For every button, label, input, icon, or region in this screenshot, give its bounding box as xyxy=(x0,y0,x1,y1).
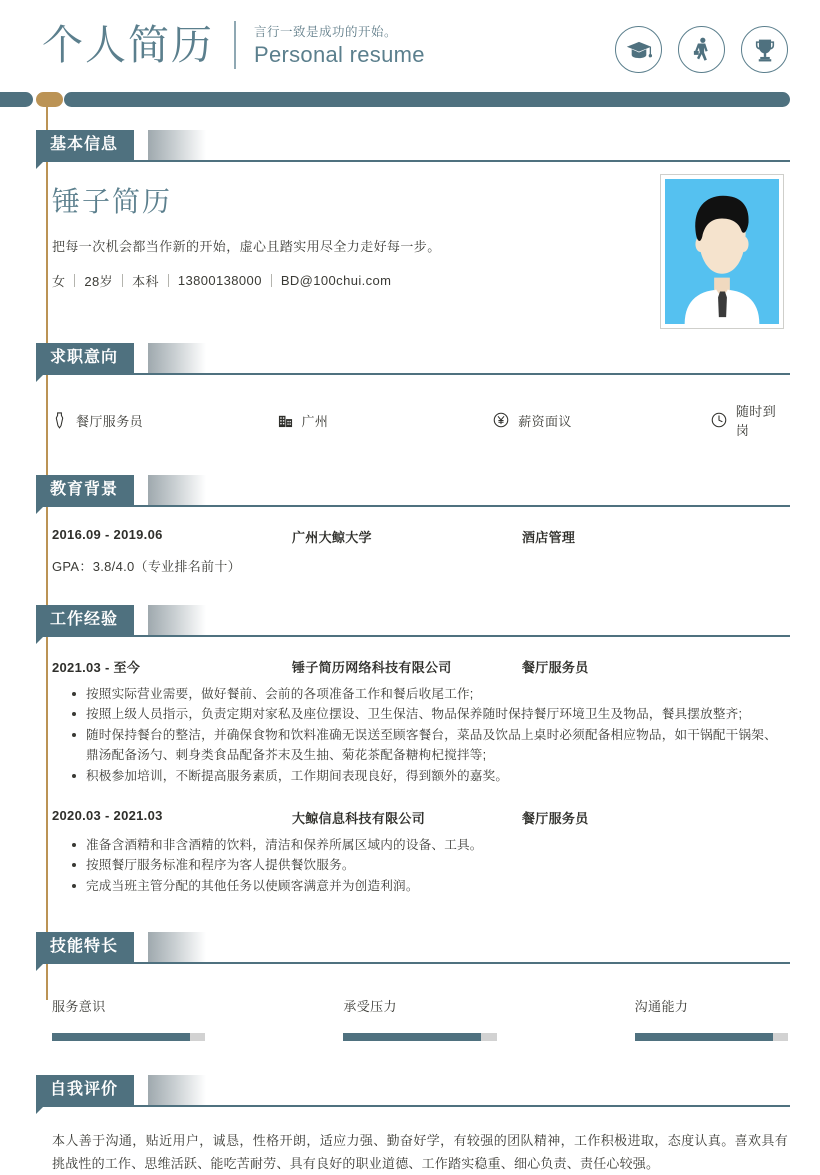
title-divider xyxy=(234,21,236,69)
list-item: 按照餐厅服务标准和程序为客人提供餐饮服务。 xyxy=(72,855,788,875)
work-role: 餐厅服务员 xyxy=(522,660,589,675)
meta-phone: 13800138000 xyxy=(177,273,262,288)
skill-progress-fill xyxy=(343,1033,481,1041)
work-experience-body xyxy=(52,645,788,896)
intention-item-position xyxy=(52,401,278,439)
section-header-skills xyxy=(36,932,790,972)
meta-gender: 女 xyxy=(52,274,66,289)
section-skills xyxy=(0,932,820,1041)
work-entry-row xyxy=(52,645,788,676)
section-title-basic: 基本信息 xyxy=(50,136,119,153)
section-fade-block xyxy=(148,932,206,962)
section-rule xyxy=(36,373,790,375)
intention-item-salary xyxy=(493,401,711,439)
section-fade-block xyxy=(148,1075,206,1105)
section-fade-block xyxy=(148,605,206,635)
skill-item xyxy=(635,996,788,1041)
list-item: 积极参加培训，不断提高服务素质，工作期间表现良好，得到额外的嘉奖。 xyxy=(72,766,788,786)
section-header-work xyxy=(36,605,790,645)
skill-progress-fill xyxy=(635,1033,773,1041)
education-gpa: GPA：3.8/4.0（专业排名前十） xyxy=(52,559,241,574)
skills-body xyxy=(52,972,788,1041)
section-self-evaluation xyxy=(0,1075,820,1175)
section-title-intention: 求职意向 xyxy=(50,349,119,366)
basic-info-body xyxy=(52,170,788,329)
skill-progress-track xyxy=(635,1033,788,1041)
skill-label: 承受压力 xyxy=(343,999,397,1015)
work-role: 餐厅服务员 xyxy=(522,810,589,826)
skill-label: 沟通能力 xyxy=(634,999,689,1015)
section-header-intention xyxy=(36,343,790,383)
section-tab xyxy=(36,1075,134,1105)
skill-progress-track xyxy=(52,1033,205,1041)
meta-degree: 本科 xyxy=(132,274,159,289)
section-fade-block xyxy=(148,130,206,160)
header-title-en: Personal resume xyxy=(254,41,425,67)
list-item: 按照上级人员指示，负责定期对家私及座位摆设、卫生保洁、物品保养随时保持餐厅环境卫生及物品，餐具摆放整齐; xyxy=(72,704,788,724)
section-rule xyxy=(36,962,790,964)
section-tab xyxy=(36,475,134,505)
section-tab xyxy=(36,605,134,635)
section-header-education xyxy=(36,475,790,515)
meta-divider xyxy=(74,274,75,287)
ribbon-segment-main xyxy=(64,92,790,107)
work-entry xyxy=(52,645,788,786)
education-school: 广州大鲸大学 xyxy=(292,530,372,545)
section-title-evaluation: 自我评价 xyxy=(50,1081,119,1099)
section-title-skills: 技能特长 xyxy=(50,938,119,956)
ribbon-gold-pill xyxy=(36,92,63,107)
section-job-intention xyxy=(0,343,820,453)
section-tab xyxy=(36,932,134,962)
businessman-walking-icon xyxy=(678,26,725,73)
section-fade-block xyxy=(148,475,206,505)
meta-divider xyxy=(168,274,169,287)
graduation-cap-icon xyxy=(615,26,662,73)
work-date: 2021.03 - 至今 xyxy=(52,660,141,675)
meta-divider xyxy=(271,274,272,287)
section-fade-block xyxy=(148,343,206,373)
avatar-image xyxy=(665,179,779,324)
education-entry-row xyxy=(52,515,788,546)
section-tab xyxy=(36,343,134,373)
list-item: 随时保持餐台的整洁，并确保食物和饮料准确无误送至顾客餐台，菜品及饮品上桌时必须配备相应物品，如干锅配干锅架、鼎汤配备汤勺、刺身类食品配备芥末及生抽、菊花茶配备糖枸杞搅拌等; xyxy=(72,725,788,766)
section-rule xyxy=(36,1105,790,1107)
trophy-icon xyxy=(741,26,788,73)
person-motto: 把每一次机会都当作新的开始，虚心且踏实用尽全力走好每一步。 xyxy=(52,239,441,254)
page-header xyxy=(0,0,820,90)
education-date: 2016.09 - 2019.06 xyxy=(52,527,163,542)
intention-label-position: 餐厅服务员 xyxy=(76,413,144,429)
work-company: 锤子简历网络科技有限公司 xyxy=(292,660,452,675)
section-tab xyxy=(36,130,134,160)
work-company: 大鲸信息科技有限公司 xyxy=(292,810,426,826)
clock-icon xyxy=(711,412,727,428)
education-body xyxy=(52,515,788,575)
decorative-ribbon xyxy=(0,92,820,110)
intention-label-city: 广州 xyxy=(301,413,329,429)
section-education xyxy=(0,475,820,575)
skill-progress-track xyxy=(343,1033,496,1041)
work-date: 2020.03 - 2021.03 xyxy=(52,807,163,823)
page-title: 个人简历 xyxy=(42,21,214,68)
skill-progress-fill xyxy=(52,1033,190,1041)
work-entry-row xyxy=(52,796,788,827)
list-item: 完成当班主管分配的其他任务以使顾客满意并为创造利润。 xyxy=(72,876,788,896)
intention-label-salary: 薪资面议 xyxy=(518,413,572,429)
work-bullet-list xyxy=(52,835,788,896)
section-title-work: 工作经验 xyxy=(50,611,119,628)
section-title-education: 教育背景 xyxy=(50,481,119,498)
header-icon-group xyxy=(615,26,788,73)
job-intention-body xyxy=(52,383,788,453)
list-item: 按照实际营业需要，做好餐前、会前的各项准备工作和餐后收尾工作; xyxy=(72,684,788,704)
section-rule xyxy=(36,160,790,162)
self-evaluation-text: 本人善于沟通，贴近用户，诚恳，性格开朗，适应力强、勤奋好学，有较强的团队精神，工作积极进取，态度认真。喜欢具有挑战性的工作、思维活跃、能吃苦耐劳、具有良好的职业道德、工作踏实稳重、细心负责、责任心较强。 xyxy=(52,1133,788,1172)
section-work-experience xyxy=(0,605,820,896)
yen-coin-icon xyxy=(493,412,509,428)
skill-label: 服务意识 xyxy=(52,999,106,1015)
meta-age: 28岁 xyxy=(84,274,114,289)
self-evaluation-body xyxy=(52,1115,788,1175)
section-rule xyxy=(36,505,790,507)
intention-label-availability: 随时到岗 xyxy=(735,404,777,438)
intention-item-availability xyxy=(711,401,788,439)
skill-item xyxy=(343,996,496,1041)
list-item: 准备含酒精和非含酒精的饮料，清洁和保养所属区域内的设备、工具。 xyxy=(72,835,788,855)
intention-item-city xyxy=(278,401,494,439)
avatar xyxy=(660,174,784,329)
building-icon xyxy=(278,413,293,428)
work-bullet-list xyxy=(52,684,788,786)
person-meta-row xyxy=(52,271,660,290)
header-tagline: 言行一致是成功的开始。 xyxy=(254,24,398,39)
necktie-icon xyxy=(52,412,67,429)
meta-email: BD@100chui.com xyxy=(280,273,392,288)
meta-divider xyxy=(122,274,123,287)
work-entry xyxy=(52,796,788,896)
section-basic-info xyxy=(0,130,820,329)
education-major: 酒店管理 xyxy=(522,530,576,545)
section-header-basic xyxy=(36,130,790,170)
section-header-evaluation xyxy=(36,1075,790,1115)
person-name: 锤子简历 xyxy=(52,186,173,217)
section-rule xyxy=(36,635,790,637)
ribbon-segment-left xyxy=(0,92,33,107)
skill-item xyxy=(52,996,205,1041)
